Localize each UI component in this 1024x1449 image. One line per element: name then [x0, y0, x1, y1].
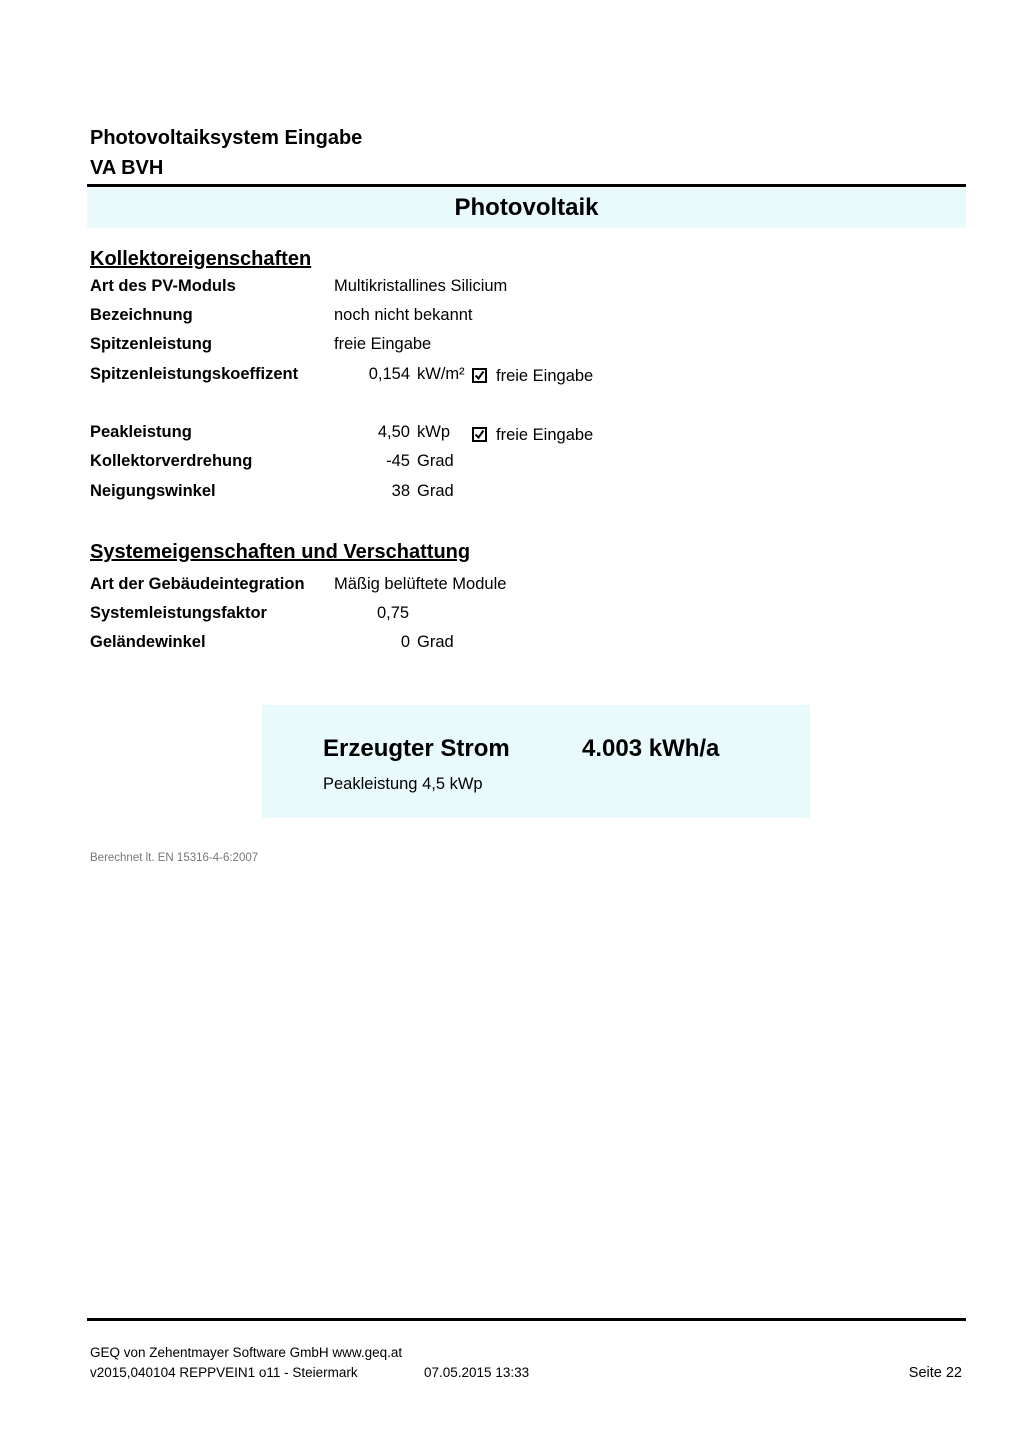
terrain-angle-label: Geländewinkel [90, 633, 206, 651]
peak-coefficient-unit: kW/m² [417, 365, 465, 383]
system-heading: Systemeigenschaften und Verschattung [90, 541, 471, 563]
footer-company: GEQ von Zehentmayer Software GmbH www.geq.at [90, 1345, 403, 1360]
tilt-unit: Grad [417, 482, 454, 500]
peak-output-label: Peakleistung [90, 423, 192, 441]
result-subtitle: Peakleistung 4,5 kWp [323, 775, 483, 793]
tilt-value: 38 [391, 482, 410, 500]
terrain-angle-unit: Grad [417, 633, 454, 651]
peak-coefficient-value: 0,154 [368, 365, 410, 383]
rotation-unit: Grad [417, 452, 454, 470]
module-type-value: Multikristallines Silicium [334, 277, 508, 295]
integration-label: Art der Gebäudeintegration [90, 575, 305, 593]
peak-coefficient-checkbox[interactable] [472, 368, 487, 383]
result-box [262, 705, 810, 818]
peak-output-unit: kWp [417, 423, 450, 441]
checkmark-icon [474, 370, 485, 381]
checkmark-icon [474, 429, 485, 440]
footer-datetime: 07.05.2015 13:33 [424, 1365, 530, 1380]
peak-coefficient-checkbox-label: freie Eingabe [496, 367, 594, 385]
rotation-label: Kollektorverdrehung [90, 452, 253, 470]
header-rule [87, 184, 966, 187]
peak-coefficient-label: Spitzenleistungskoeffizent [90, 365, 299, 383]
result-title: Erzeugter Strom [323, 735, 510, 762]
result-value: 4.003 kWh/a [582, 735, 720, 762]
section-band [87, 188, 966, 228]
footer-page-number: Seite 22 [908, 1365, 962, 1381]
performance-factor-value: 0,75 [377, 604, 410, 622]
collector-heading: Kollektoreigenschaften [90, 248, 312, 270]
peak-power-value: freie Eingabe [334, 335, 432, 353]
page-title: Photovoltaiksystem Eingabe [90, 127, 363, 149]
calculation-note: Berechnet lt. EN 15316-4-6:2007 [90, 852, 259, 864]
peak-output-checkbox-label: freie Eingabe [496, 426, 594, 444]
footer-rule [87, 1318, 966, 1321]
designation-value: noch nicht bekannt [334, 306, 473, 324]
designation-label: Bezeichnung [90, 306, 193, 324]
footer-version: v2015,040104 REPPVEIN1 o11 - Steiermark [90, 1365, 358, 1380]
peak-output-checkbox[interactable] [472, 427, 487, 442]
performance-factor-label: Systemleistungsfaktor [90, 604, 267, 622]
tilt-label: Neigungswinkel [90, 482, 216, 500]
rotation-value: -45 [386, 452, 410, 470]
peak-output-value: 4,50 [377, 423, 410, 441]
project-name: VA BVH [90, 157, 164, 179]
integration-value: Mäßig belüftete Module [334, 575, 507, 593]
module-type-label: Art des PV-Moduls [90, 277, 236, 295]
band-title: Photovoltaik [454, 194, 599, 221]
terrain-angle-value: 0 [400, 633, 410, 651]
peak-power-label: Spitzenleistung [90, 335, 212, 353]
